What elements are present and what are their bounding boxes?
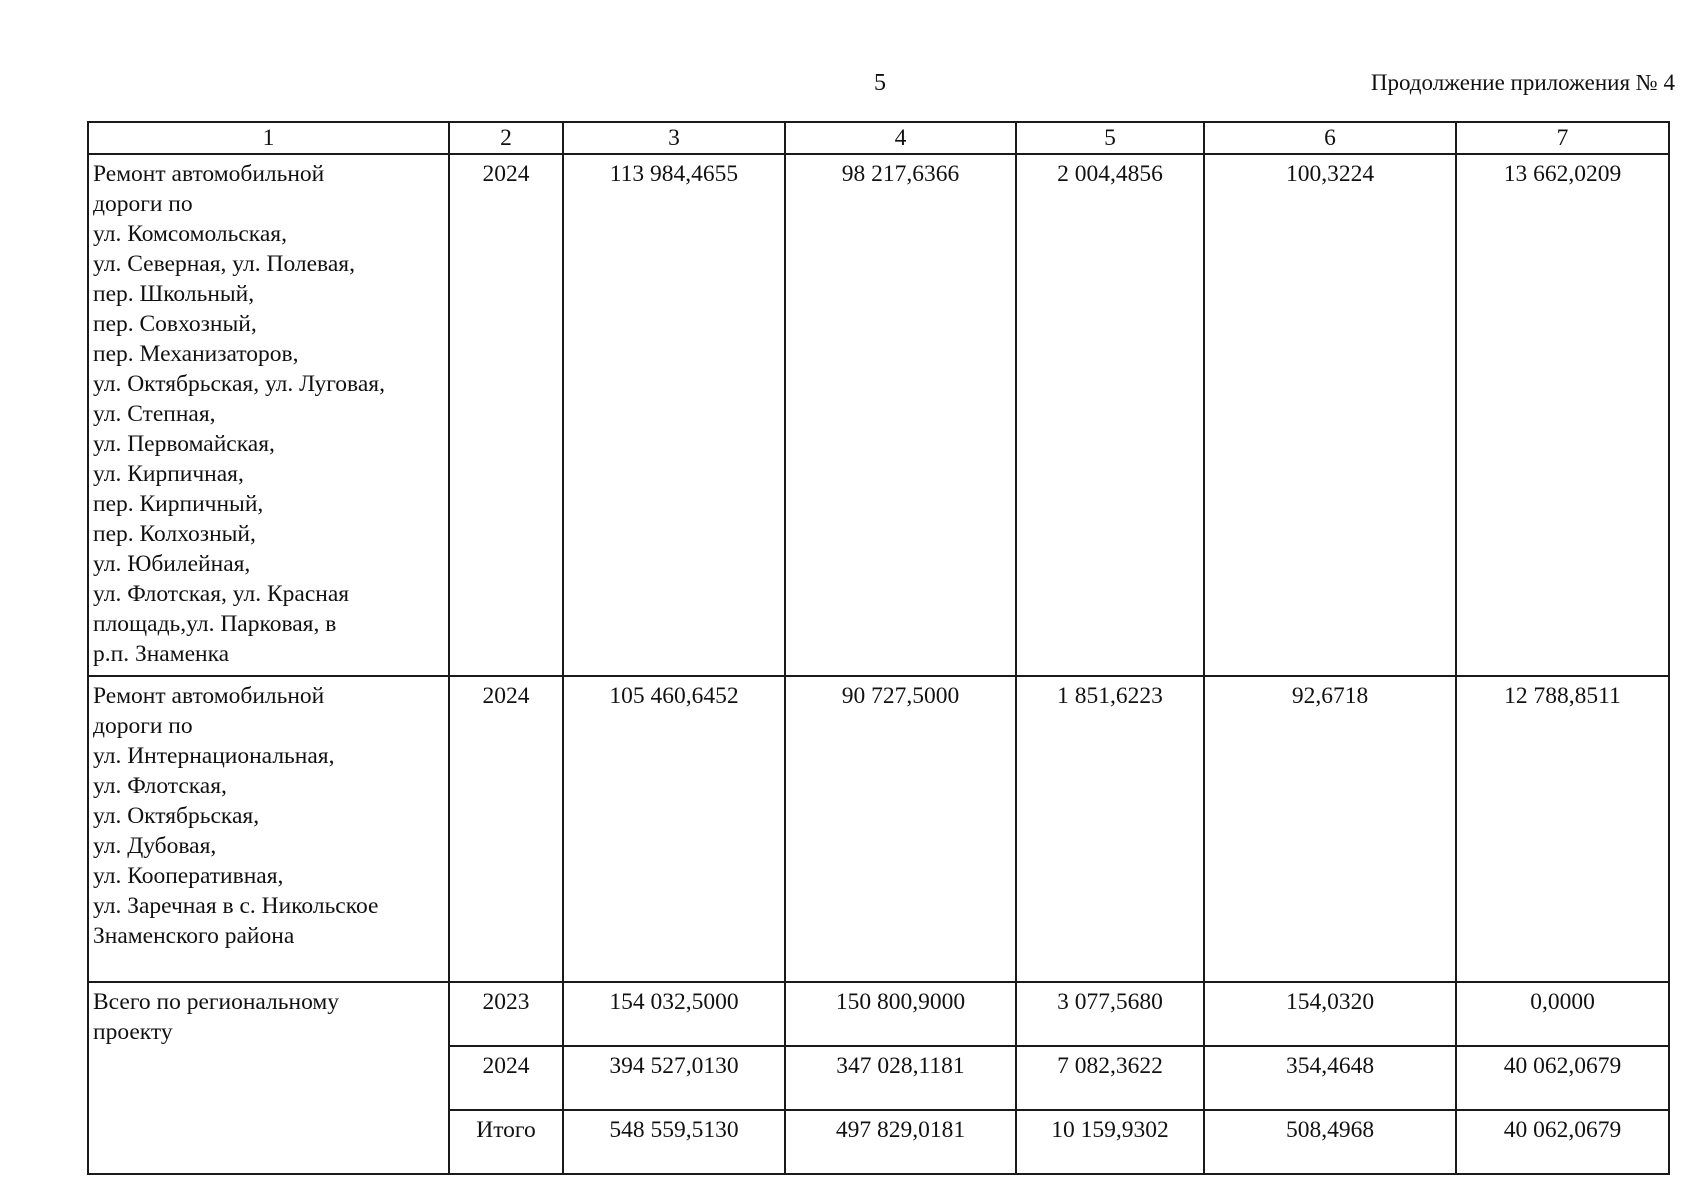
column-header: 4 (785, 122, 1016, 154)
column-header: 7 (1456, 122, 1669, 154)
description-line: ул. Первомайская, (93, 431, 275, 457)
table-row (88, 154, 1669, 676)
description-line: дороги по (93, 713, 193, 739)
column-header: 6 (1204, 122, 1456, 154)
description-line: ул. Кирпичная, (93, 461, 244, 487)
description-line: ул. Октябрьская, (93, 803, 260, 829)
column-header: 1 (88, 122, 449, 154)
description-line: ул. Кооперативная, (93, 863, 284, 889)
description-line: ул. Северная, ул. Полевая, (93, 251, 355, 277)
description-line: Ремонт автомобильной (93, 683, 325, 709)
year-cell: 2023 (449, 982, 563, 1046)
value-cell: 7 082,3622 (1016, 1046, 1204, 1110)
page-number: 5 (874, 70, 886, 96)
year-cell: 2024 (449, 154, 563, 676)
budget-table (87, 121, 1670, 1175)
year-cell: Итого (449, 1110, 563, 1174)
value-cell: 154 032,5000 (563, 982, 785, 1046)
year-cell: 2024 (449, 1046, 563, 1110)
value-cell: 113 984,4655 (563, 154, 785, 676)
value-cell: 1 851,6223 (1016, 676, 1204, 982)
value-cell: 12 788,8511 (1456, 676, 1669, 982)
value-cell: 508,4968 (1204, 1110, 1456, 1174)
value-cell: 90 727,5000 (785, 676, 1016, 982)
description-line: площадь,ул. Парковая, в (93, 611, 337, 637)
value-cell: 497 829,0181 (785, 1110, 1016, 1174)
description-line: ул. Интернациональная, (93, 743, 335, 769)
value-cell: 0,0000 (1456, 982, 1669, 1046)
description-line: пер. Кирпичный, (93, 491, 264, 517)
description-line: пер. Школьный, (93, 281, 255, 307)
value-cell: 347 028,1181 (785, 1046, 1016, 1110)
description-line: дороги по (93, 191, 193, 217)
table-row (88, 676, 1669, 982)
object-description (88, 676, 449, 982)
description-line: пер. Совхозный, (93, 311, 257, 337)
column-header: 5 (1016, 122, 1204, 154)
value-cell: 2 004,4856 (1016, 154, 1204, 676)
description-line: ул. Октябрьская, ул. Луговая, (93, 371, 385, 397)
description-line: ул. Флотская, (93, 773, 227, 799)
value-cell: 3 077,5680 (1016, 982, 1204, 1046)
value-cell: 40 062,0679 (1456, 1046, 1669, 1110)
value-cell: 150 800,9000 (785, 982, 1016, 1046)
total-row (88, 982, 1669, 1046)
description-line: ул. Степная, (93, 401, 216, 427)
description-line: ул. Флотская, ул. Красная (93, 581, 350, 607)
value-cell: 92,6718 (1204, 676, 1456, 982)
value-cell: 13 662,0209 (1456, 154, 1669, 676)
description-line: Знаменского района (93, 923, 295, 949)
description-line: ул. Юбилейная, (93, 551, 251, 577)
column-number-row (88, 122, 1669, 154)
object-description (88, 154, 449, 676)
column-header: 3 (563, 122, 785, 154)
total-description (88, 982, 449, 1174)
value-cell: 105 460,6452 (563, 676, 785, 982)
description-line: р.п. Знаменка (93, 641, 230, 667)
value-cell: 394 527,0130 (563, 1046, 785, 1110)
value-cell: 154,0320 (1204, 982, 1456, 1046)
column-header: 2 (449, 122, 563, 154)
description-line: ул. Дубовая, (93, 833, 217, 859)
value-cell: 40 062,0679 (1456, 1110, 1669, 1174)
value-cell: 10 159,9302 (1016, 1110, 1204, 1174)
appendix-continuation-label: Продолжение приложения № 4 (1370, 70, 1675, 95)
description-line: Ремонт автомобильной (93, 161, 325, 187)
description-line: проекту (93, 1019, 173, 1045)
value-cell: 98 217,6366 (785, 154, 1016, 676)
description-line: ул. Заречная в с. Никольское (93, 893, 379, 919)
description-line: пер. Колхозный, (93, 521, 256, 547)
value-cell: 100,3224 (1204, 154, 1456, 676)
description-line: пер. Механизаторов, (93, 341, 299, 367)
year-cell: 2024 (449, 676, 563, 982)
value-cell: 548 559,5130 (563, 1110, 785, 1174)
value-cell: 354,4648 (1204, 1046, 1456, 1110)
description-line: ул. Комсомольская, (93, 221, 287, 247)
description-line: Всего по региональному (93, 989, 340, 1015)
